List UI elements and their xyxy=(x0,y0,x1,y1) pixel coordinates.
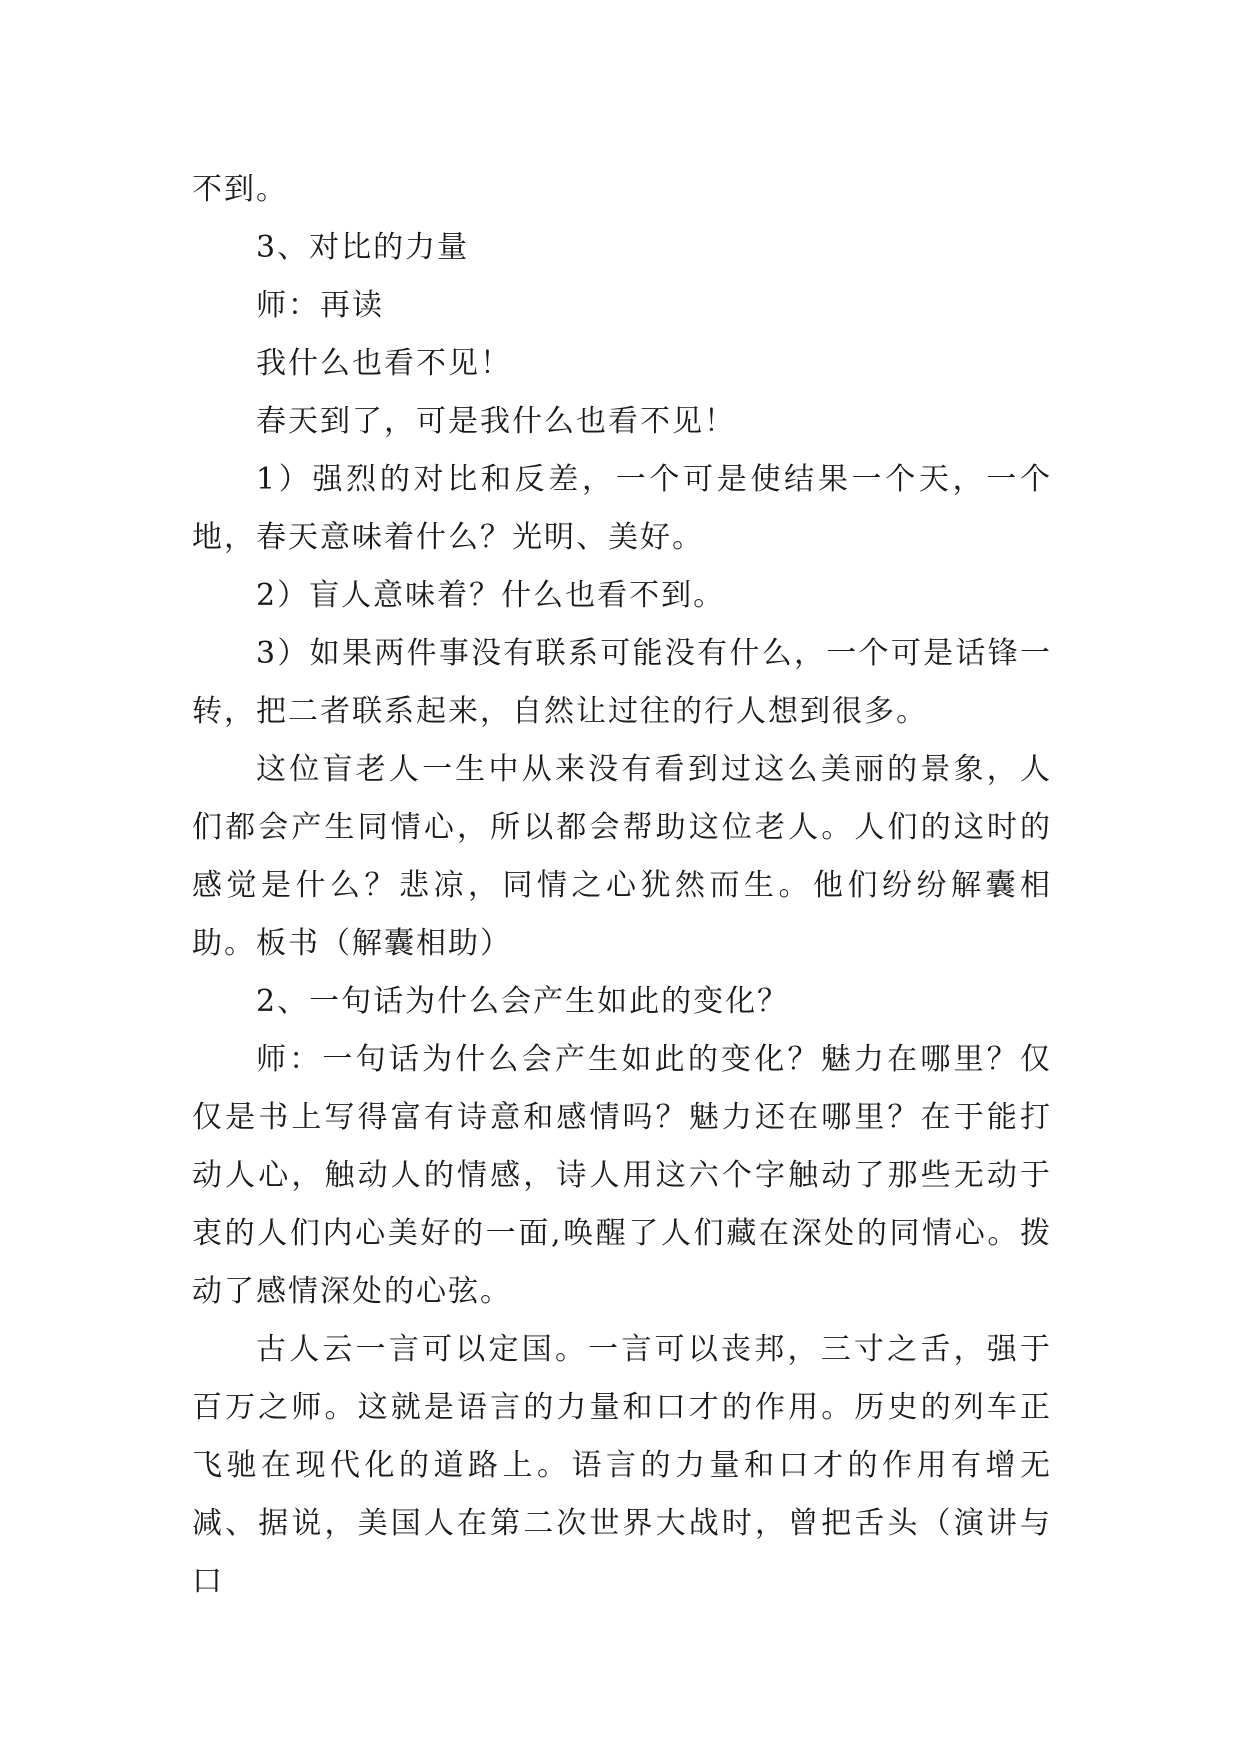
paragraph-11: 师：一句话为什么会产生如此的变化？魅力在哪里？仅仅是书上写得富有诗意和感情吗？魅力还在哪里？在于能打动人心，触动人的情感，诗人用这六个字触动了那些无动于衷的人们内心美好的一面,唤醒了人们藏在深处的同情心。拨动了感情深处的心弦。 xyxy=(192,1042,1052,1309)
paragraph-1: 不到。 xyxy=(192,172,288,207)
paragraph-2: 3、对比的力量 xyxy=(256,230,470,265)
paragraph-3: 师：再读 xyxy=(256,288,384,323)
paragraph-8: 3）如果两件事没有联系可能没有什么，一个可是话锋一转，把二者联系起来，自然让过往的行人想到很多。 xyxy=(192,636,1052,729)
paragraph-10: 2、一句话为什么会产生如此的变化？ xyxy=(256,984,790,1019)
paragraph-7: 2）盲人意味着？什么也看不到。 xyxy=(256,578,726,613)
document-body xyxy=(192,161,1052,1611)
paragraph-6: 1）强烈的对比和反差，一个可是使结果一个天，一个地，春天意味着什么？光明、美好。 xyxy=(192,462,1052,555)
paragraph-12: 古人云一言可以定国。一言可以丧邦，三寸之舌，强于百万之师。这就是语言的力量和口才的作用。历史的列车正飞驰在现代化的道路上。语言的力量和口才的作用有增无减、据说，美国人在第二次世界大战时，曾把舌头（演讲与口 xyxy=(192,1332,1052,1599)
paragraph-4: 我什么也看不见！ xyxy=(256,346,512,381)
paragraph-5: 春天到了，可是我什么也看不见！ xyxy=(256,404,736,439)
paragraph-9: 这位盲老人一生中从来没有看到过这么美丽的景象，人们都会产生同情心，所以都会帮助这位老人。人们的这时的感觉是什么？悲凉，同情之心犹然而生。他们纷纷解囊相助。板书（解囊相助） xyxy=(192,752,1052,961)
